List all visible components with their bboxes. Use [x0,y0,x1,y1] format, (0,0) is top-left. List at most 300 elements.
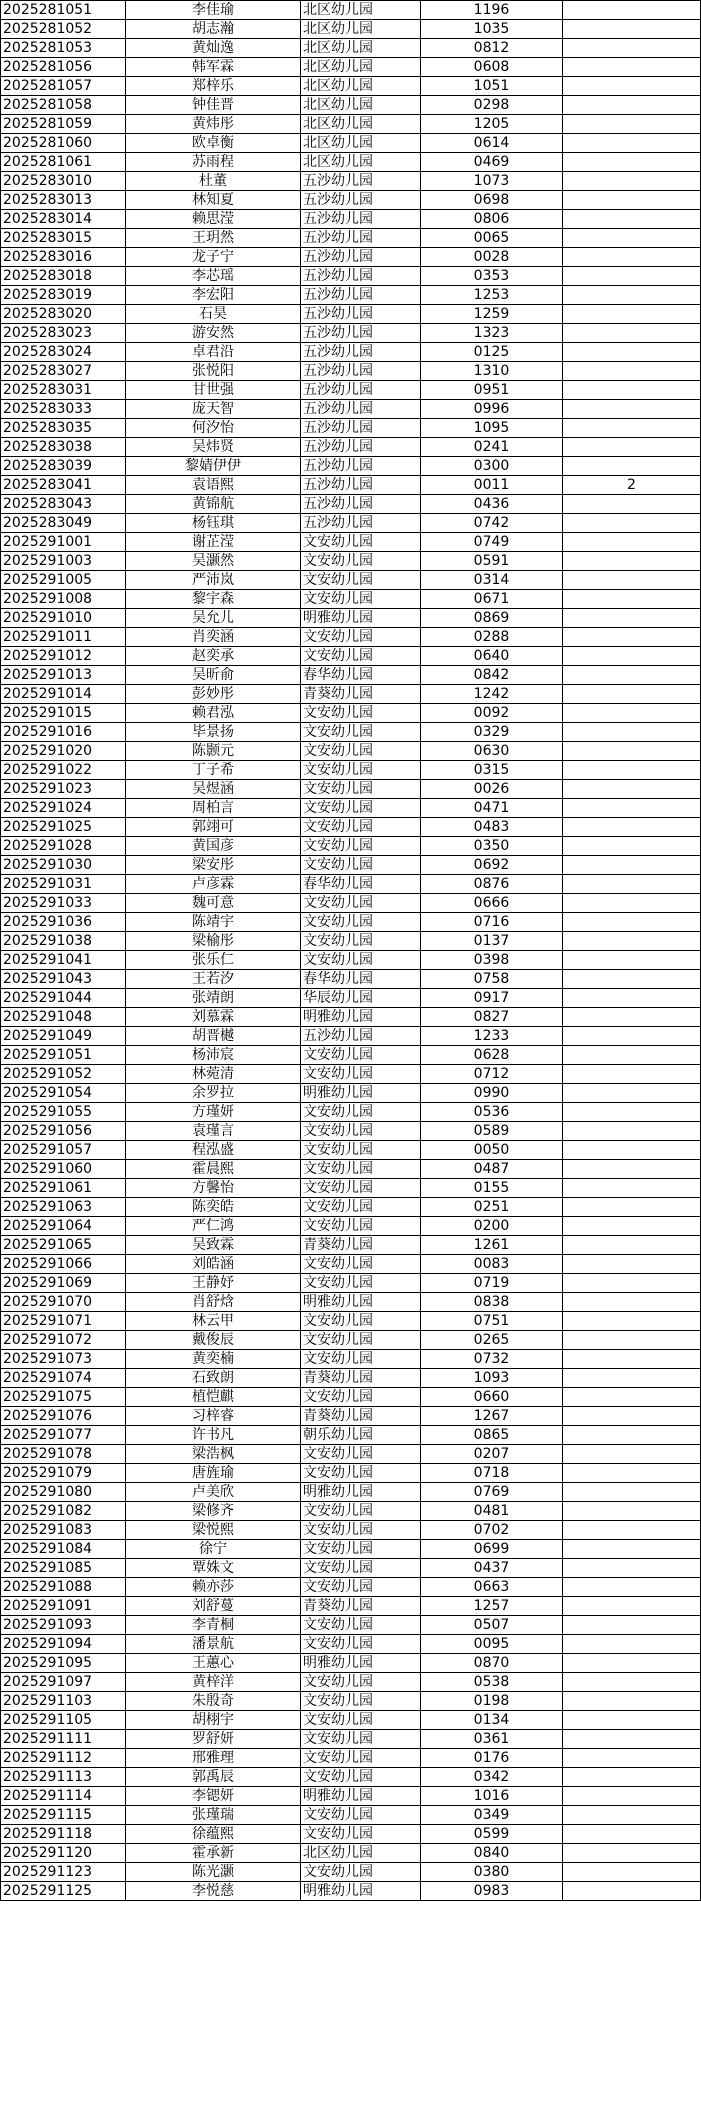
cell-student-name[interactable]: 郭翊可 [126,818,301,837]
cell-extra[interactable] [563,1255,701,1274]
cell-student-name[interactable]: 龙子宁 [126,248,301,267]
cell-student-id[interactable]: 2025291120 [1,1844,126,1863]
cell-code[interactable]: 1095 [421,419,563,438]
cell-code[interactable]: 0869 [421,609,563,628]
cell-school[interactable]: 青葵幼儿园 [301,1407,421,1426]
cell-school[interactable]: 文安幼儿园 [301,1312,421,1331]
cell-extra[interactable] [563,1521,701,1540]
cell-code[interactable]: 1233 [421,1027,563,1046]
cell-code[interactable]: 0589 [421,1122,563,1141]
cell-extra[interactable] [563,1863,701,1882]
cell-code[interactable]: 0732 [421,1350,563,1369]
cell-code[interactable]: 0380 [421,1863,563,1882]
cell-code[interactable]: 0481 [421,1502,563,1521]
cell-code[interactable]: 0538 [421,1673,563,1692]
cell-student-id[interactable]: 2025291072 [1,1331,126,1350]
cell-extra[interactable] [563,1654,701,1673]
cell-school[interactable]: 文安幼儿园 [301,723,421,742]
cell-school[interactable]: 五沙幼儿园 [301,419,421,438]
cell-school[interactable]: 文安幼儿园 [301,1616,421,1635]
cell-student-name[interactable]: 丁子希 [126,761,301,780]
cell-student-name[interactable]: 程泓盛 [126,1141,301,1160]
cell-school[interactable]: 青葵幼儿园 [301,1369,421,1388]
cell-extra[interactable] [563,58,701,77]
cell-school[interactable]: 文安幼儿园 [301,1350,421,1369]
cell-extra[interactable] [563,153,701,172]
cell-student-id[interactable]: 2025283018 [1,267,126,286]
cell-code[interactable]: 0865 [421,1426,563,1445]
cell-extra[interactable] [563,438,701,457]
cell-school[interactable]: 明雅幼儿园 [301,609,421,628]
cell-extra[interactable] [563,723,701,742]
cell-code[interactable]: 0134 [421,1711,563,1730]
cell-extra[interactable] [563,1483,701,1502]
cell-student-name[interactable]: 习梓睿 [126,1407,301,1426]
cell-student-name[interactable]: 苏雨程 [126,153,301,172]
cell-student-id[interactable]: 2025291043 [1,970,126,989]
cell-school[interactable]: 文安幼儿园 [301,1635,421,1654]
cell-student-id[interactable]: 2025291022 [1,761,126,780]
cell-code[interactable]: 1093 [421,1369,563,1388]
cell-student-id[interactable]: 2025283027 [1,362,126,381]
cell-code[interactable]: 0640 [421,647,563,666]
cell-extra[interactable] [563,20,701,39]
cell-code[interactable]: 0983 [421,1882,563,1901]
cell-code[interactable]: 0265 [421,1331,563,1350]
cell-extra[interactable] [563,856,701,875]
cell-student-name[interactable]: 陈光灏 [126,1863,301,1882]
cell-extra[interactable] [563,666,701,685]
cell-student-name[interactable]: 袁瑾言 [126,1122,301,1141]
cell-code[interactable]: 0806 [421,210,563,229]
cell-student-id[interactable]: 2025291085 [1,1559,126,1578]
cell-school[interactable]: 朝乐幼儿园 [301,1426,421,1445]
cell-code[interactable]: 0951 [421,381,563,400]
cell-student-id[interactable]: 2025291123 [1,1863,126,1882]
cell-extra[interactable] [563,590,701,609]
cell-extra[interactable] [563,1825,701,1844]
cell-student-id[interactable]: 2025291118 [1,1825,126,1844]
cell-school[interactable]: 五沙幼儿园 [301,191,421,210]
cell-student-name[interactable]: 吴致霖 [126,1236,301,1255]
cell-code[interactable]: 0176 [421,1749,563,1768]
cell-student-id[interactable]: 2025291011 [1,628,126,647]
cell-student-id[interactable]: 2025291111 [1,1730,126,1749]
cell-student-name[interactable]: 赵奕承 [126,647,301,666]
cell-code[interactable]: 0437 [421,1559,563,1578]
cell-student-id[interactable]: 2025291023 [1,780,126,799]
cell-student-name[interactable]: 吴煜涵 [126,780,301,799]
cell-student-id[interactable]: 2025291013 [1,666,126,685]
cell-code[interactable]: 0011 [421,476,563,495]
cell-extra[interactable] [563,1369,701,1388]
cell-extra[interactable] [563,875,701,894]
cell-extra[interactable] [563,1692,701,1711]
cell-student-id[interactable]: 2025283043 [1,495,126,514]
cell-extra[interactable] [563,419,701,438]
cell-extra[interactable] [563,1331,701,1350]
cell-student-id[interactable]: 2025291076 [1,1407,126,1426]
cell-extra[interactable] [563,799,701,818]
cell-code[interactable]: 1205 [421,115,563,134]
cell-code[interactable]: 0026 [421,780,563,799]
cell-student-id[interactable]: 2025291064 [1,1217,126,1236]
cell-student-name[interactable]: 李青桐 [126,1616,301,1635]
cell-student-id[interactable]: 2025291025 [1,818,126,837]
cell-student-id[interactable]: 2025291012 [1,647,126,666]
cell-code[interactable]: 0436 [421,495,563,514]
cell-school[interactable]: 五沙幼儿园 [301,172,421,191]
cell-student-name[interactable]: 陈颢元 [126,742,301,761]
cell-school[interactable]: 文安幼儿园 [301,628,421,647]
cell-school[interactable]: 五沙幼儿园 [301,305,421,324]
cell-code[interactable]: 0699 [421,1540,563,1559]
cell-extra[interactable] [563,1084,701,1103]
cell-extra[interactable] [563,1844,701,1863]
cell-school[interactable]: 文安幼儿园 [301,742,421,761]
cell-student-name[interactable]: 梁修齐 [126,1502,301,1521]
cell-student-id[interactable]: 2025283020 [1,305,126,324]
cell-school[interactable]: 五沙幼儿园 [301,267,421,286]
cell-student-id[interactable]: 2025291056 [1,1122,126,1141]
cell-extra[interactable] [563,381,701,400]
cell-student-name[interactable]: 潘景航 [126,1635,301,1654]
cell-code[interactable]: 1257 [421,1597,563,1616]
cell-student-id[interactable]: 2025291014 [1,685,126,704]
cell-extra[interactable] [563,951,701,970]
cell-code[interactable]: 0692 [421,856,563,875]
cell-student-name[interactable]: 陈奕皓 [126,1198,301,1217]
cell-code[interactable]: 0483 [421,818,563,837]
cell-school[interactable]: 五沙幼儿园 [301,476,421,495]
cell-code[interactable]: 0870 [421,1654,563,1673]
cell-code[interactable]: 0719 [421,1274,563,1293]
cell-school[interactable]: 文安幼儿园 [301,1331,421,1350]
cell-student-id[interactable]: 2025283014 [1,210,126,229]
cell-extra[interactable] [563,172,701,191]
cell-student-name[interactable]: 甘世强 [126,381,301,400]
cell-student-name[interactable]: 肖奕涵 [126,628,301,647]
cell-school[interactable]: 文安幼儿园 [301,761,421,780]
cell-code[interactable]: 1035 [421,20,563,39]
cell-student-name[interactable]: 韩军霖 [126,58,301,77]
cell-school[interactable]: 五沙幼儿园 [301,324,421,343]
cell-school[interactable]: 文安幼儿园 [301,1179,421,1198]
cell-student-id[interactable]: 2025291061 [1,1179,126,1198]
cell-extra[interactable] [563,514,701,533]
cell-code[interactable]: 0599 [421,1825,563,1844]
cell-student-id[interactable]: 2025291079 [1,1464,126,1483]
cell-student-name[interactable]: 黄梓洋 [126,1673,301,1692]
cell-school[interactable]: 文安幼儿园 [301,704,421,723]
cell-student-id[interactable]: 2025283015 [1,229,126,248]
cell-extra[interactable] [563,1179,701,1198]
cell-student-name[interactable]: 黄国彦 [126,837,301,856]
cell-school[interactable]: 文安幼儿园 [301,818,421,837]
cell-school[interactable]: 北区幼儿园 [301,153,421,172]
cell-school[interactable]: 文安幼儿园 [301,1274,421,1293]
cell-extra[interactable] [563,647,701,666]
cell-school[interactable]: 文安幼儿园 [301,780,421,799]
cell-student-name[interactable]: 欧卓衡 [126,134,301,153]
cell-extra[interactable] [563,1407,701,1426]
cell-school[interactable]: 北区幼儿园 [301,1,421,20]
cell-school[interactable]: 青葵幼儿园 [301,1597,421,1616]
cell-extra[interactable] [563,761,701,780]
cell-school[interactable]: 五沙幼儿园 [301,457,421,476]
cell-code[interactable]: 0876 [421,875,563,894]
cell-student-name[interactable]: 周柏言 [126,799,301,818]
cell-student-name[interactable]: 陈靖宇 [126,913,301,932]
cell-code[interactable]: 1323 [421,324,563,343]
cell-extra[interactable] [563,1312,701,1331]
cell-school[interactable]: 文安幼儿园 [301,1464,421,1483]
cell-school[interactable]: 文安幼儿园 [301,1749,421,1768]
cell-school[interactable]: 文安幼儿园 [301,1521,421,1540]
cell-extra[interactable] [563,628,701,647]
cell-extra[interactable] [563,210,701,229]
cell-school[interactable]: 五沙幼儿园 [301,229,421,248]
cell-student-name[interactable]: 李宏阳 [126,286,301,305]
cell-school[interactable]: 文安幼儿园 [301,837,421,856]
cell-student-id[interactable]: 2025283039 [1,457,126,476]
cell-school[interactable]: 文安幼儿园 [301,1578,421,1597]
cell-student-name[interactable]: 黎婧伊伊 [126,457,301,476]
cell-student-id[interactable]: 2025291078 [1,1445,126,1464]
cell-extra[interactable] [563,818,701,837]
cell-student-id[interactable]: 2025283038 [1,438,126,457]
cell-student-id[interactable]: 2025281052 [1,20,126,39]
cell-extra[interactable] [563,609,701,628]
cell-school[interactable]: 北区幼儿园 [301,134,421,153]
cell-student-name[interactable]: 赖亦莎 [126,1578,301,1597]
cell-extra[interactable] [563,1559,701,1578]
cell-extra[interactable] [563,1141,701,1160]
cell-school[interactable]: 文安幼儿园 [301,1445,421,1464]
cell-student-name[interactable]: 李佳瑜 [126,1,301,20]
cell-school[interactable]: 五沙幼儿园 [301,248,421,267]
cell-school[interactable]: 五沙幼儿园 [301,514,421,533]
cell-student-name[interactable]: 许书凡 [126,1426,301,1445]
cell-student-id[interactable]: 2025291044 [1,989,126,1008]
cell-student-name[interactable]: 吴昕俞 [126,666,301,685]
cell-school[interactable]: 五沙幼儿园 [301,495,421,514]
cell-student-id[interactable]: 2025291028 [1,837,126,856]
cell-student-id[interactable]: 2025291113 [1,1768,126,1787]
cell-extra[interactable] [563,96,701,115]
cell-code[interactable]: 0742 [421,514,563,533]
cell-code[interactable]: 0996 [421,400,563,419]
cell-student-name[interactable]: 王若汐 [126,970,301,989]
cell-student-name[interactable]: 胡栩宇 [126,1711,301,1730]
cell-extra[interactable] [563,742,701,761]
cell-school[interactable]: 明雅幼儿园 [301,1483,421,1502]
cell-student-name[interactable]: 吴炜贤 [126,438,301,457]
cell-code[interactable]: 0838 [421,1293,563,1312]
cell-student-id[interactable]: 2025291001 [1,533,126,552]
cell-student-name[interactable]: 卢彦霖 [126,875,301,894]
cell-student-id[interactable]: 2025291057 [1,1141,126,1160]
cell-extra[interactable] [563,533,701,552]
cell-extra[interactable] [563,571,701,590]
cell-extra[interactable] [563,1711,701,1730]
cell-code[interactable]: 0712 [421,1065,563,1084]
cell-student-id[interactable]: 2025283049 [1,514,126,533]
cell-school[interactable]: 文安幼儿园 [301,552,421,571]
cell-student-name[interactable]: 彭妙彤 [126,685,301,704]
cell-school[interactable]: 北区幼儿园 [301,96,421,115]
cell-school[interactable]: 文安幼儿园 [301,571,421,590]
cell-student-id[interactable]: 2025291065 [1,1236,126,1255]
cell-student-name[interactable]: 梁安彤 [126,856,301,875]
cell-student-id[interactable]: 2025291095 [1,1654,126,1673]
cell-student-id[interactable]: 2025283031 [1,381,126,400]
cell-student-id[interactable]: 2025291033 [1,894,126,913]
cell-student-name[interactable]: 王玥然 [126,229,301,248]
cell-student-name[interactable]: 霍承新 [126,1844,301,1863]
cell-student-id[interactable]: 2025291082 [1,1502,126,1521]
cell-school[interactable]: 春华幼儿园 [301,875,421,894]
cell-extra[interactable] [563,894,701,913]
cell-extra[interactable] [563,1464,701,1483]
cell-school[interactable]: 文安幼儿园 [301,1122,421,1141]
cell-school[interactable]: 文安幼儿园 [301,1806,421,1825]
cell-student-id[interactable]: 2025291066 [1,1255,126,1274]
cell-school[interactable]: 文安幼儿园 [301,932,421,951]
cell-student-id[interactable]: 2025291055 [1,1103,126,1122]
cell-student-name[interactable]: 黎宇森 [126,590,301,609]
cell-student-id[interactable]: 2025291024 [1,799,126,818]
cell-school[interactable]: 北区幼儿园 [301,39,421,58]
cell-student-id[interactable]: 2025291051 [1,1046,126,1065]
cell-student-id[interactable]: 2025291003 [1,552,126,571]
cell-extra[interactable] [563,1882,701,1901]
cell-student-id[interactable]: 2025291083 [1,1521,126,1540]
cell-student-id[interactable]: 2025291070 [1,1293,126,1312]
cell-code[interactable]: 0842 [421,666,563,685]
cell-student-id[interactable]: 2025281056 [1,58,126,77]
cell-student-id[interactable]: 2025281060 [1,134,126,153]
cell-school[interactable]: 北区幼儿园 [301,77,421,96]
cell-extra[interactable] [563,1445,701,1464]
cell-student-name[interactable]: 张悦阳 [126,362,301,381]
cell-code[interactable]: 0660 [421,1388,563,1407]
cell-school[interactable]: 五沙幼儿园 [301,1027,421,1046]
cell-student-name[interactable]: 林云甲 [126,1312,301,1331]
cell-school[interactable]: 北区幼儿园 [301,58,421,77]
cell-student-name[interactable]: 毕景扬 [126,723,301,742]
cell-student-name[interactable]: 杨钰琪 [126,514,301,533]
cell-extra[interactable] [563,495,701,514]
cell-student-id[interactable]: 2025291075 [1,1388,126,1407]
cell-student-id[interactable]: 2025291074 [1,1369,126,1388]
cell-code[interactable]: 0350 [421,837,563,856]
cell-extra[interactable] [563,780,701,799]
cell-code[interactable]: 0095 [421,1635,563,1654]
cell-school[interactable]: 文安幼儿园 [301,856,421,875]
cell-school[interactable]: 五沙幼儿园 [301,343,421,362]
cell-student-name[interactable]: 黄炜彤 [126,115,301,134]
cell-student-name[interactable]: 植恺麒 [126,1388,301,1407]
cell-student-id[interactable]: 2025281051 [1,1,126,20]
cell-school[interactable]: 明雅幼儿园 [301,1787,421,1806]
cell-student-id[interactable]: 2025291038 [1,932,126,951]
cell-extra[interactable] [563,913,701,932]
cell-school[interactable]: 文安幼儿园 [301,894,421,913]
cell-school[interactable]: 青葵幼儿园 [301,1236,421,1255]
cell-code[interactable]: 0812 [421,39,563,58]
cell-school[interactable]: 五沙幼儿园 [301,381,421,400]
cell-school[interactable]: 文安幼儿园 [301,1730,421,1749]
cell-extra[interactable] [563,970,701,989]
cell-code[interactable]: 1196 [421,1,563,20]
cell-student-name[interactable]: 袁语熙 [126,476,301,495]
cell-school[interactable]: 文安幼儿园 [301,533,421,552]
cell-student-id[interactable]: 2025291031 [1,875,126,894]
cell-student-name[interactable]: 石致朗 [126,1369,301,1388]
cell-student-name[interactable]: 游安然 [126,324,301,343]
cell-student-id[interactable]: 2025291036 [1,913,126,932]
cell-school[interactable]: 文安幼儿园 [301,1540,421,1559]
cell-student-name[interactable]: 张乐仁 [126,951,301,970]
cell-student-name[interactable]: 李悦慈 [126,1882,301,1901]
cell-school[interactable]: 文安幼儿园 [301,951,421,970]
cell-school[interactable]: 文安幼儿园 [301,1255,421,1274]
cell-school[interactable]: 明雅幼儿园 [301,1008,421,1027]
cell-school[interactable]: 文安幼儿园 [301,1141,421,1160]
cell-extra[interactable] [563,1673,701,1692]
cell-code[interactable]: 0666 [421,894,563,913]
cell-code[interactable]: 0155 [421,1179,563,1198]
cell-code[interactable]: 0298 [421,96,563,115]
cell-code[interactable]: 0329 [421,723,563,742]
cell-school[interactable]: 五沙幼儿园 [301,438,421,457]
cell-code[interactable]: 0471 [421,799,563,818]
cell-student-name[interactable]: 何汐怡 [126,419,301,438]
cell-student-name[interactable]: 戴俊辰 [126,1331,301,1350]
cell-student-name[interactable]: 庞天智 [126,400,301,419]
cell-student-name[interactable]: 肖舒焓 [126,1293,301,1312]
cell-student-id[interactable]: 2025291063 [1,1198,126,1217]
cell-code[interactable]: 0671 [421,590,563,609]
cell-extra[interactable] [563,1730,701,1749]
cell-extra[interactable] [563,1274,701,1293]
cell-student-name[interactable]: 唐旌瑜 [126,1464,301,1483]
cell-student-name[interactable]: 钟佳晋 [126,96,301,115]
cell-extra[interactable] [563,343,701,362]
cell-student-name[interactable]: 梁浩枫 [126,1445,301,1464]
cell-school[interactable]: 文安幼儿园 [301,1065,421,1084]
cell-school[interactable]: 文安幼儿园 [301,913,421,932]
cell-student-name[interactable]: 朱殷奇 [126,1692,301,1711]
cell-extra[interactable] [563,932,701,951]
cell-school[interactable]: 青葵幼儿园 [301,685,421,704]
cell-student-name[interactable]: 卓君沿 [126,343,301,362]
cell-student-name[interactable]: 胡志瀚 [126,20,301,39]
cell-extra[interactable] [563,77,701,96]
cell-school[interactable]: 五沙幼儿园 [301,286,421,305]
cell-student-name[interactable]: 王蕙心 [126,1654,301,1673]
cell-school[interactable]: 春华幼儿园 [301,666,421,685]
cell-extra[interactable] [563,1635,701,1654]
cell-student-name[interactable]: 余罗拉 [126,1084,301,1103]
cell-student-name[interactable]: 林菀清 [126,1065,301,1084]
cell-code[interactable]: 0751 [421,1312,563,1331]
cell-extra[interactable] [563,457,701,476]
cell-code[interactable]: 0028 [421,248,563,267]
cell-code[interactable]: 0827 [421,1008,563,1027]
cell-student-id[interactable]: 2025283041 [1,476,126,495]
